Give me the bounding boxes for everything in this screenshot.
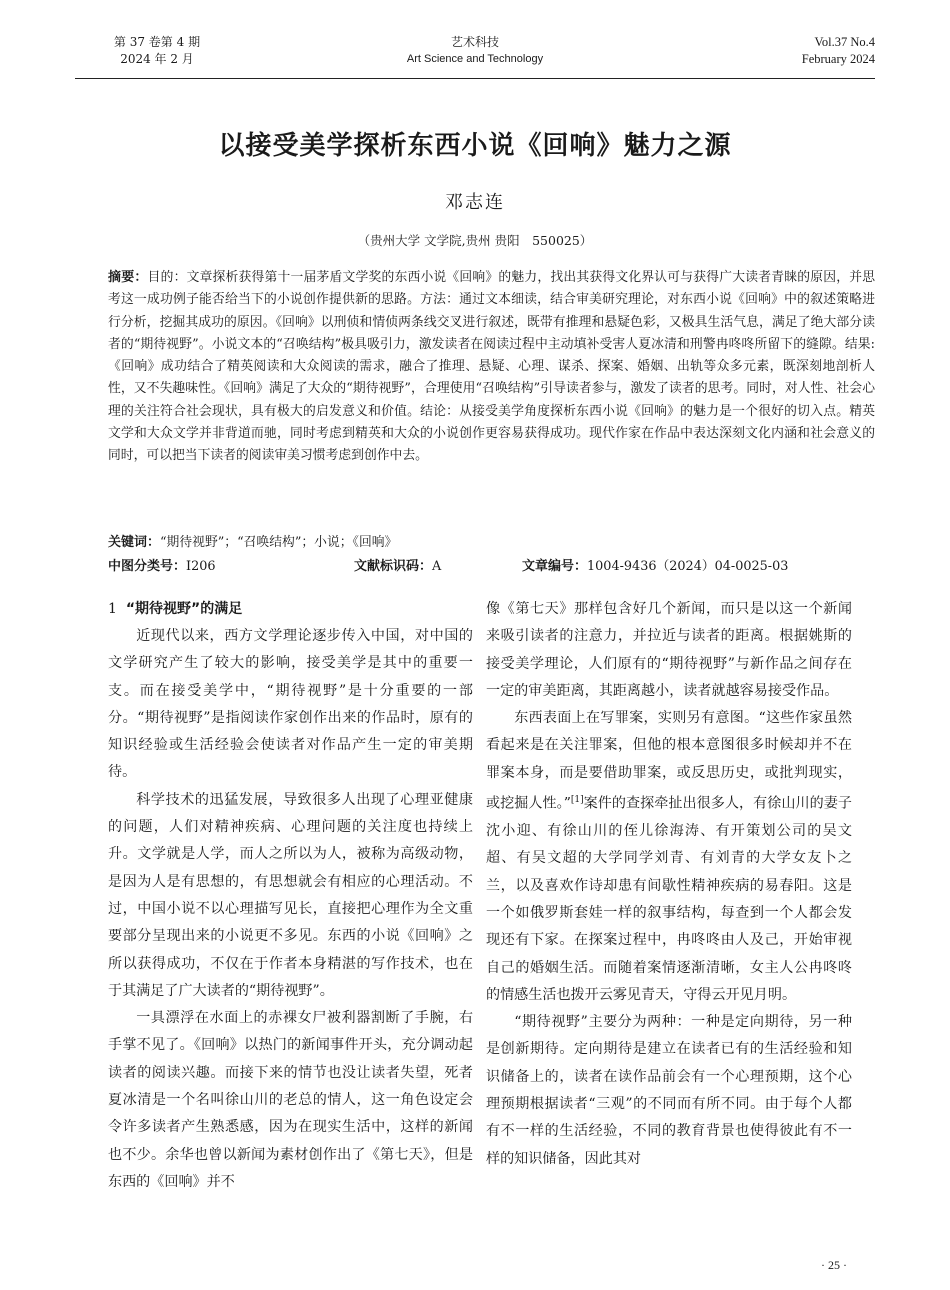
- clc-value: I206: [186, 559, 216, 574]
- paragraph: [486, 705, 852, 1009]
- paragraph: 近现代以来，西方文学理论逐步传入中国，对中国的文学研究产生了较大的影响，接受美学是其中的重要一支。而在接受美学中，“期待视野”是十分重要的一部分。“期待视野”是指阅读作家创作出来的作品时，原有的知识经验或生活经验会使读者对作品产生一定的审美期待。: [108, 628, 473, 781]
- article-id-label: 文章编号：: [522, 559, 588, 574]
- keywords-label: 关键词：: [108, 535, 161, 550]
- section-number: 1: [108, 601, 117, 617]
- paragraph-continued: 像《第七天》那样包含好几个新闻，而只是以这一个新闻来吸引读者的注意力，并拉近与读者的距离。根据姚斯的接受美学理论，人们原有的“期待视野”与新作品之间存在一定的审美距离，其距离越小，读者就越容易接受作品。: [486, 601, 852, 699]
- clc-label: 中图分类号：: [108, 559, 187, 574]
- doc-code-group: [354, 556, 441, 578]
- header-volume-en: Vol.37 No.4: [814, 35, 875, 49]
- left-column: [108, 596, 473, 1196]
- paragraph: “期待视野”主要分为两种：一种是定向期待，另一种是创新期待。定向期待是建立在读者已有的生活经验和知识储备上的，读者在读作品前会有一个心理预期，这个心理预期根据读者“三观”的不同而有所不同。由于每个人都有不一样的生活经验，不同的教育背景也使得彼此有不一样的知识储备，因此其对: [486, 1014, 852, 1167]
- paragraph: 一具漂浮在水面上的赤裸女尸被利器割断了手腕，右手掌不见了。《回响》以热门的新闻事件开头，充分调动起读者的阅读兴趣。而接下来的情节也没让读者失望，死者夏冰清是一个名叫徐山川的老总的情人，这一角色设定会令许多读者产生熟悉感，因为在现实生活中，这样的新闻也不少。余华也曾以新闻为素材创作出了《第七天》，但是东西的《回响》并不: [108, 1010, 473, 1190]
- abstract: [108, 267, 875, 468]
- author-name: 邓志连: [445, 192, 505, 213]
- journal-name-cn: 艺术科技: [450, 35, 499, 49]
- section-heading: [108, 596, 473, 623]
- paragraph-text: 案件的查探牵扯出很多人，有徐山川的妻子沈小迎、有徐山川的侄儿徐海涛、有开策划公司的吴文超、有吴文超的大学同学刘青、有刘青的大学女友卜之兰，以及喜欢作诗却患有间歇性精神疾病的易春阳。这是一个如俄罗斯套娃一样的叙事结构，每查到一个人都会发现还有下家。在探案过程中，冉咚咚由人及己，开始审视自己的婚姻生活。而随着案情逐渐清晰，女主人公冉咚咚的情感生活也拨开云雾见青天，守得云开见月明。: [486, 795, 853, 1003]
- header-date-en: February 2024: [801, 52, 875, 66]
- section-title: “期待视野”的满足: [125, 601, 243, 617]
- page-number: · 25 ·: [821, 1258, 847, 1272]
- author-affiliation: （贵州大学 文学院,贵州 贵阳 550025）: [357, 233, 593, 248]
- journal-name-en: Art Science and Technology: [406, 53, 544, 65]
- doc-code-label: 文献标识码：: [354, 559, 433, 574]
- abstract-text: 目的：文章探析获得第十一届茅盾文学奖的东西小说《回响》的魅力，找出其获得文化界认可与获得广大读者青睐的原因，并思考这一成功例子能否给当下的小说创作提供新的思路。方法：通过文本细读，结合审美研究理论，对东西小说《回响》中的叙述策略进行分析，挖掘其成功的原因。《回响》以刑侦和情侦两条线交叉进行叙述，既带有推理和悬疑色彩，又极具生活气息，满足了绝大部分读者的“期待视野”。小说文本的“召唤结构”极具吸引力，激发读者在阅读过程中主动填补受害人夏冰清和刑警冉咚咚所留下的缝隙。结果:《回响》成功结合了精英阅读和大众阅读的需求，融合了推理、悬疑、心理、谋杀、探案、婚姻、出轨等众多元素，既深刻地剖析人性，又不失趣味性。《回响》满足了大众的“期待视野”，合理使用“召唤结构”引导读者参与，激发了读者的思考。同时，对人性、社会心理的关注符合社会现状，具有极大的启发意义和价值。结论：从接受美学角度探析东西小说《回响》的魅力是一个很好的切入点。精英文学和大众文学并非背道而驰，同时考虑到精英和大众的小说创作更容易获得成功。现代作家在作品中表达深刻文化内涵和社会意义的同时，可以把当下读者的阅读审美习惯考虑到创作中去。: [108, 270, 875, 464]
- citation-ref: [1]: [570, 795, 584, 806]
- running-header: [75, 34, 875, 79]
- keywords-text: “期待视野”；“召唤结构”；小说；《回响》: [160, 535, 398, 550]
- paragraph: 科学技术的迅猛发展，导致很多人出现了心理亚健康的问题，人们对精神疾病、心理问题的关注度也持续上升。文学就是人学，而人之所以为人，被称为高级动物，是因为人是有思想的，有思想就会有相应的心理活动。不过，中国小说不以心理描写见长，直接把心理作为全文重要部分呈现出来的小说更不多见。东西的小说《回响》之所以获得成功，不仅在于作者本身精湛的写作技术，也在于其满足了广大读者的“期待视野”。: [108, 791, 473, 999]
- right-column: [486, 596, 852, 1173]
- article-id-value: 1004-9436（2024）04-0025-03: [587, 559, 789, 574]
- doc-code-value: A: [432, 559, 442, 574]
- classification-line: [108, 556, 875, 578]
- clc-group: [108, 556, 216, 578]
- paper-title: 以接受美学探析东西小说《回响》魅力之源: [218, 131, 732, 161]
- header-volume-cn: 第 37 卷第 4 期: [113, 35, 201, 49]
- header-journal: [75, 34, 875, 68]
- header-issue-en: [802, 34, 875, 68]
- paragraph-text: 东西表面上在写罪案，实则另有意图。“这些作家虽然看起来是在关注罪案，但他的根本意图很多时候却并不在罪案本身，而是要借助罪案，或反思历史，或批判现实，或挖掘人性。”: [486, 710, 852, 812]
- article-id-group: [522, 556, 788, 578]
- header-date-cn: 2024 年 2 月: [120, 52, 194, 66]
- abstract-label: 摘要：: [108, 270, 148, 285]
- keywords: [108, 532, 875, 554]
